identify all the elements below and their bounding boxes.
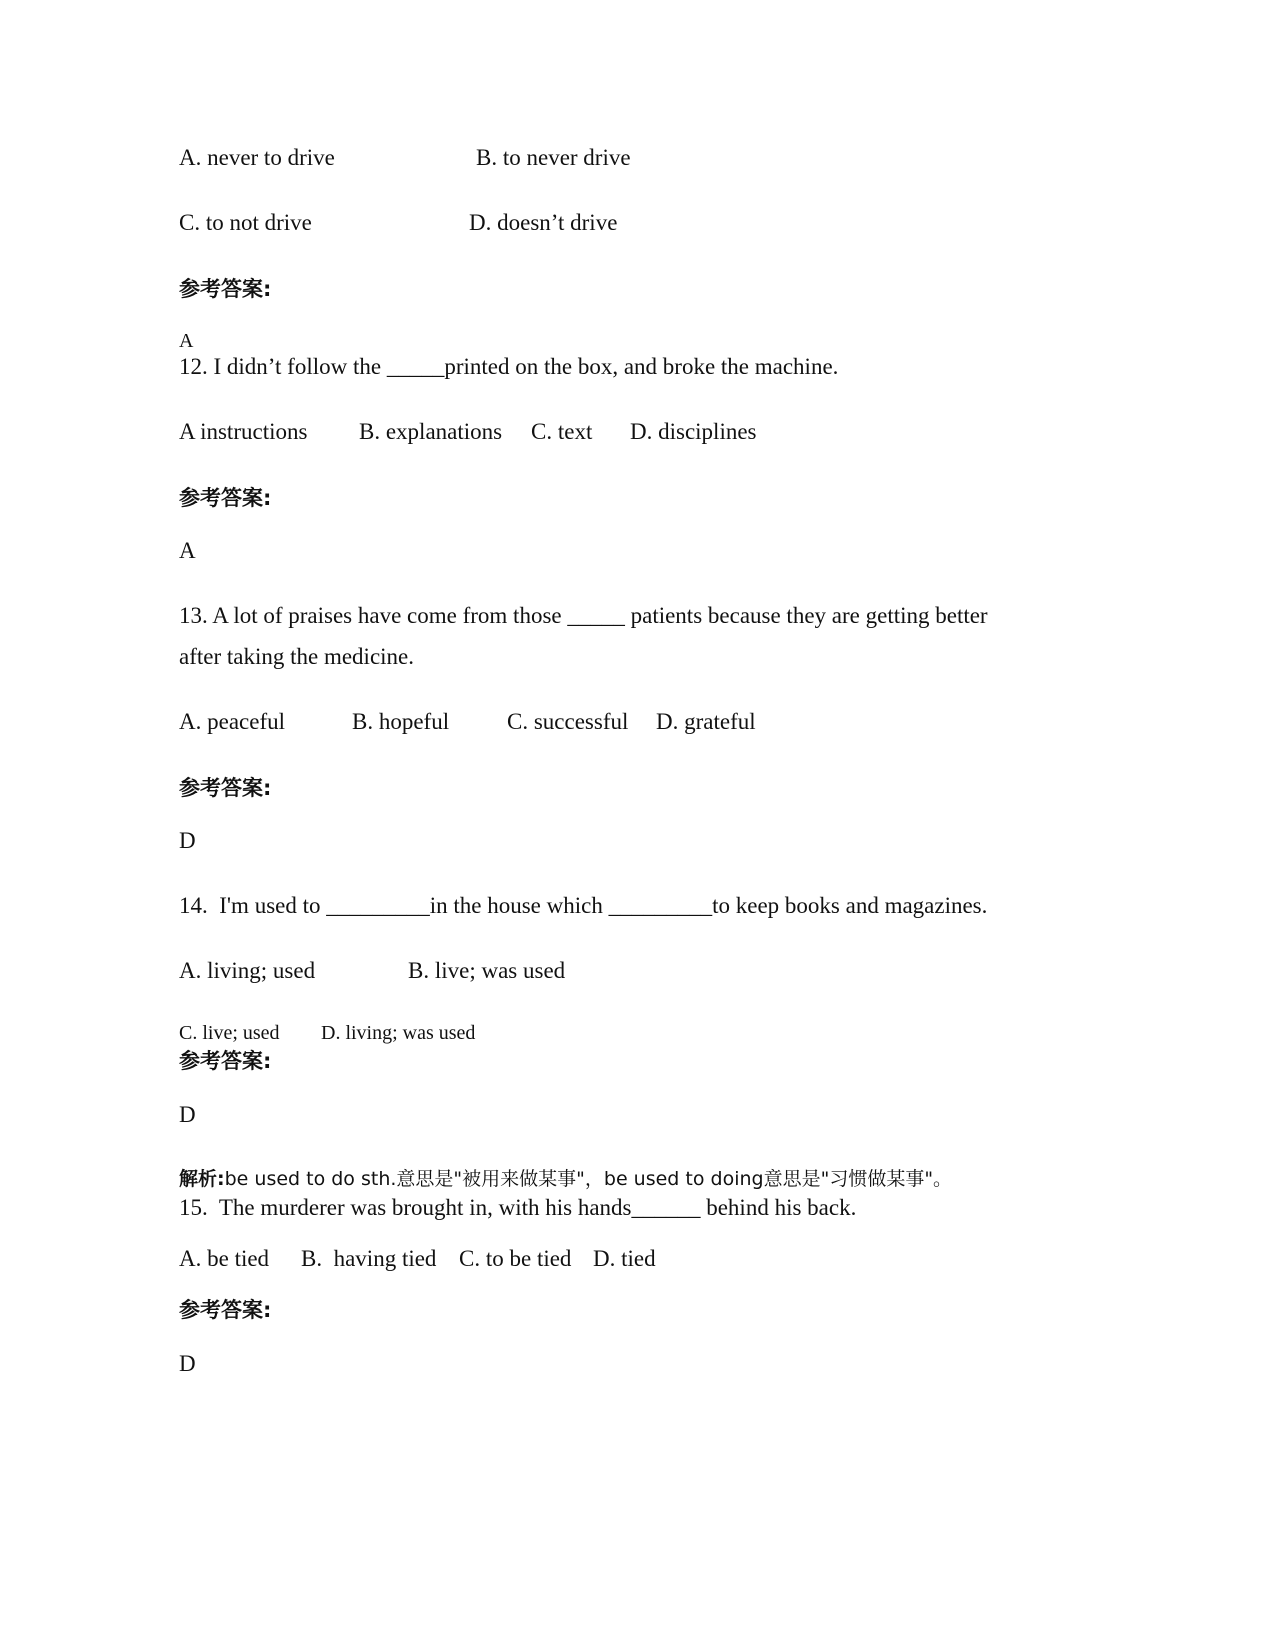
q12-answer: A bbox=[179, 538, 196, 563]
q15-answer: D bbox=[179, 1351, 196, 1376]
q12-option-d: D. disciplines bbox=[630, 419, 757, 444]
q12-stem: 12. I didn’t follow the _____printed on the box, and broke the machine. bbox=[179, 354, 839, 379]
q11-answer-label: 参考答案: bbox=[179, 277, 272, 301]
q14-analysis-text: be used to do sth.意思是"被用来做某事"，be used to doing意思是"习惯做某事"。 bbox=[224, 1168, 953, 1190]
q14-option-a: A. living; used bbox=[179, 958, 316, 983]
q14-analysis-label: 解析: bbox=[179, 1168, 225, 1190]
q15-option-c: C. to be tied bbox=[459, 1246, 572, 1271]
q14-analysis bbox=[179, 1164, 952, 1193]
q12-option-a: A instructions bbox=[179, 419, 308, 444]
q14-option-c: C. live; used bbox=[179, 1022, 280, 1044]
q12-option-b: B. explanations bbox=[359, 419, 503, 444]
q15-answer-label: 参考答案: bbox=[179, 1298, 272, 1322]
q11-option-b: B. to never drive bbox=[476, 145, 631, 170]
q14-stem: 14. I'm used to _________in the house which _________to keep books and magazines. bbox=[179, 893, 988, 918]
q14-option-d: D. living; was used bbox=[321, 1022, 476, 1044]
q11-option-a: A. never to drive bbox=[179, 145, 335, 170]
q15-option-b: B. having tied bbox=[301, 1246, 437, 1271]
q12-option-c: C. text bbox=[531, 419, 593, 444]
q15-option-d: D. tied bbox=[593, 1246, 656, 1271]
q11-option-d: D. doesn’t drive bbox=[469, 210, 618, 235]
q13-option-c: C. successful bbox=[507, 709, 629, 734]
q13-option-a: A. peaceful bbox=[179, 709, 285, 734]
q13-answer: D bbox=[179, 828, 196, 853]
q15-stem: 15. The murderer was brought in, with his hands______ behind his back. bbox=[179, 1195, 857, 1220]
q13-option-d: D. grateful bbox=[656, 709, 756, 734]
q14-answer-label: 参考答案: bbox=[179, 1049, 272, 1073]
q15-option-a: A. be tied bbox=[179, 1246, 270, 1271]
q13-stem-line1: 13. A lot of praises have come from those _____ patients because they are getting better bbox=[179, 603, 988, 628]
q13-option-b: B. hopeful bbox=[352, 709, 450, 734]
q13-stem-line2: after taking the medicine. bbox=[179, 644, 415, 669]
q11-answer: A bbox=[179, 330, 194, 352]
q12-answer-label: 参考答案: bbox=[179, 486, 272, 510]
q13-answer-label: 参考答案: bbox=[179, 776, 272, 800]
q14-option-b: B. live; was used bbox=[408, 958, 566, 983]
q11-option-c: C. to not drive bbox=[179, 210, 312, 235]
q14-answer: D bbox=[179, 1102, 196, 1127]
